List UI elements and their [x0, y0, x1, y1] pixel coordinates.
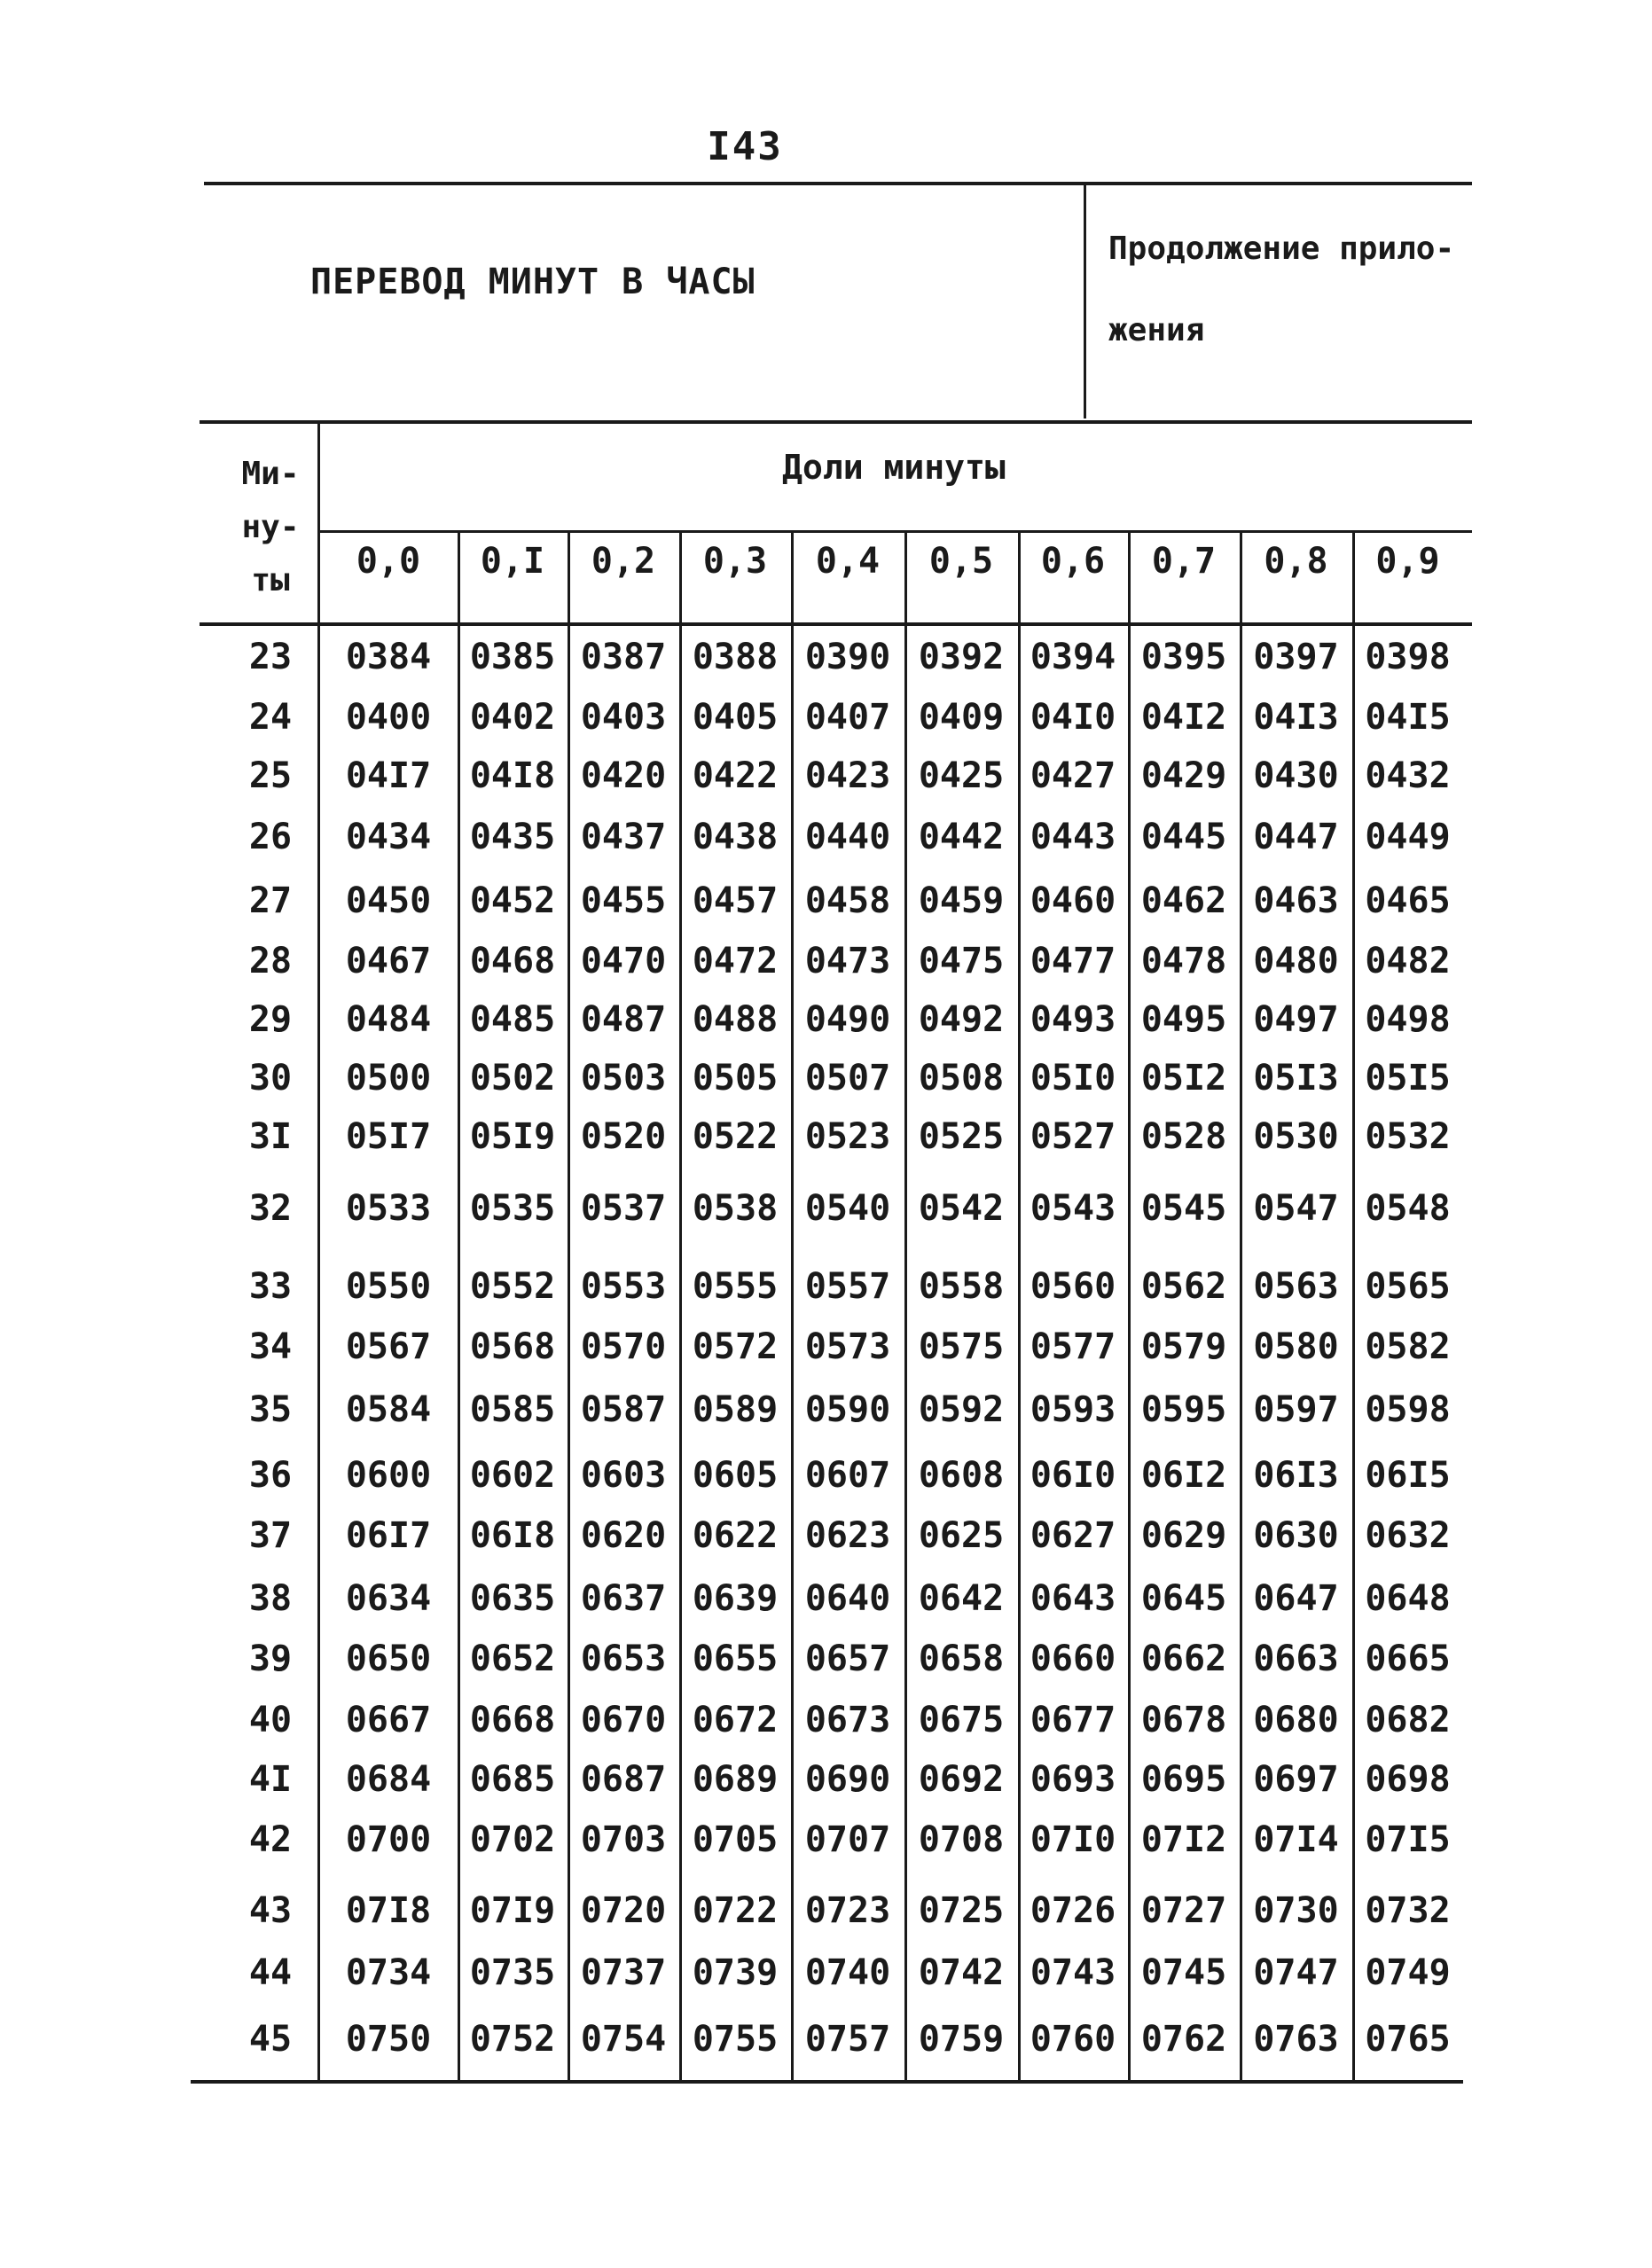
table-cell: 0743 [1030, 1952, 1116, 1993]
table-cell: 0732 [1365, 1890, 1451, 1931]
table-cell: 0590 [804, 1389, 891, 1430]
table-cell: 0459 [918, 880, 1005, 921]
table-cell: 0407 [804, 697, 891, 738]
table-cell: 0660 [1030, 1638, 1116, 1679]
minute-label: 23 [248, 637, 293, 677]
table-cell: 0487 [580, 999, 667, 1040]
table-cell: 0670 [580, 1700, 667, 1740]
table-cell: 0722 [692, 1890, 779, 1931]
table-cell: 0402 [469, 697, 556, 738]
table-cell: 0592 [918, 1389, 1005, 1430]
minute-label: 45 [248, 2019, 293, 2060]
minutes-header-line-3: ты [251, 562, 290, 598]
table-cell: 0695 [1140, 1759, 1227, 1800]
table-cell: 0640 [804, 1578, 891, 1619]
table-cell: 0547 [1253, 1188, 1339, 1229]
table-cell: 0668 [469, 1700, 556, 1740]
table-cell: 0455 [580, 880, 667, 921]
table-cell: 0730 [1253, 1890, 1339, 1931]
table-cell: 0737 [580, 1952, 667, 1993]
column-header: 0,8 [1264, 541, 1328, 582]
table-cell: 0637 [580, 1578, 667, 1619]
table-cell: 07I0 [1030, 1819, 1116, 1860]
table-cell: 0693 [1030, 1759, 1116, 1800]
table-cell: 0503 [580, 1058, 667, 1099]
table-cell: 0700 [345, 1819, 432, 1860]
title-divider [1084, 184, 1086, 418]
table-cell: 0720 [580, 1890, 667, 1931]
table-cell: 06I8 [469, 1515, 556, 1556]
minute-label: 27 [248, 880, 293, 921]
table-cell: 0734 [345, 1952, 432, 1993]
table-cell: 0429 [1140, 755, 1227, 796]
minute-label: 4I [248, 1759, 293, 1800]
table-cell: 0443 [1030, 817, 1116, 857]
table-cell: 07I5 [1365, 1819, 1451, 1860]
table-cell: 0427 [1030, 755, 1116, 796]
table-cell: 04I2 [1140, 697, 1227, 738]
table-cell: 0495 [1140, 999, 1227, 1040]
table-cell: 0438 [692, 817, 779, 857]
table-cell: 0632 [1365, 1515, 1451, 1556]
table-cell: 0528 [1140, 1116, 1227, 1157]
table-cell: 0726 [1030, 1890, 1116, 1931]
table-cell: 0607 [804, 1455, 891, 1496]
table-cell: 0642 [918, 1578, 1005, 1619]
table-cell: 0548 [1365, 1188, 1451, 1229]
table-cell: 0602 [469, 1455, 556, 1496]
table-cell: 0532 [1365, 1116, 1451, 1157]
minutes-header-line-2: ну- [241, 509, 300, 545]
minute-label: 42 [248, 1819, 293, 1860]
table-cell: 0702 [469, 1819, 556, 1860]
minute-label: 28 [248, 941, 293, 981]
table-cell: 0387 [580, 637, 667, 677]
table-cell: 0645 [1140, 1578, 1227, 1619]
table-cell: 0432 [1365, 755, 1451, 796]
column-header: 0,2 [591, 541, 656, 582]
table-cell: 0520 [580, 1116, 667, 1157]
table-cell: 0757 [804, 2019, 891, 2060]
table-cell: 0488 [692, 999, 779, 1040]
table-cell: 0684 [345, 1759, 432, 1800]
table-cell: 05I9 [469, 1116, 556, 1157]
table-cell: 0537 [580, 1188, 667, 1229]
table-cell: 0390 [804, 637, 891, 677]
table-cell: 0557 [804, 1266, 891, 1307]
table-cell: 0430 [1253, 755, 1339, 796]
table-cell: 0472 [692, 941, 779, 981]
table-cell: 0505 [692, 1058, 779, 1099]
table-cell: 0447 [1253, 817, 1339, 857]
table-cell: 0493 [1030, 999, 1116, 1040]
table-cell: 0629 [1140, 1515, 1227, 1556]
table-cell: 0570 [580, 1326, 667, 1367]
table-cell: 0550 [345, 1266, 432, 1307]
table-cell: 0647 [1253, 1578, 1339, 1619]
table-cell: 0725 [918, 1890, 1005, 1931]
table-cell: 0462 [1140, 880, 1227, 921]
table-cell: 0437 [580, 817, 667, 857]
table-cell: 0552 [469, 1266, 556, 1307]
table-cell: 0482 [1365, 941, 1451, 981]
table-cell: 0385 [469, 637, 556, 677]
table-cell: 0568 [469, 1326, 556, 1367]
table-cell: 06I0 [1030, 1455, 1116, 1496]
minute-label: 24 [248, 697, 293, 738]
table-cell: 0747 [1253, 1952, 1339, 1993]
table-cell: 06I5 [1365, 1455, 1451, 1496]
table-cell: 0750 [345, 2019, 432, 2060]
table-cell: 0673 [804, 1700, 891, 1740]
table-cell: 0540 [804, 1188, 891, 1229]
table-cell: 0745 [1140, 1952, 1227, 1993]
table-cell: 0755 [692, 2019, 779, 2060]
table-cell: 0449 [1365, 817, 1451, 857]
table-cell: 0639 [692, 1578, 779, 1619]
column-header: 0,0 [356, 541, 421, 582]
table-cell: 0477 [1030, 941, 1116, 981]
table-cell: 0685 [469, 1759, 556, 1800]
table-cell: 0627 [1030, 1515, 1116, 1556]
table-cell: 0565 [1365, 1266, 1451, 1307]
table-cell: 0579 [1140, 1326, 1227, 1367]
table-cell: 0665 [1365, 1638, 1451, 1679]
table-cell: 0567 [345, 1326, 432, 1367]
table-cell: 0397 [1253, 637, 1339, 677]
minutes-header [222, 448, 319, 607]
table-cell: 0555 [692, 1266, 779, 1307]
table-cell: 0507 [804, 1058, 891, 1099]
table-cell: 0435 [469, 817, 556, 857]
table-cell: 0538 [692, 1188, 779, 1229]
table-cell: 0698 [1365, 1759, 1451, 1800]
column-header: 0,9 [1375, 541, 1440, 582]
table-cell: 0677 [1030, 1700, 1116, 1740]
table-cell: 0682 [1365, 1700, 1451, 1740]
table-cell: 04I7 [345, 755, 432, 796]
table-cell: 0530 [1253, 1116, 1339, 1157]
header-bottom-rule [200, 622, 1472, 626]
table-cell: 0490 [804, 999, 891, 1040]
table-cell: 0497 [1253, 999, 1339, 1040]
table-cell: 0608 [918, 1455, 1005, 1496]
table-cell: 0763 [1253, 2019, 1339, 2060]
table-cell: 0703 [580, 1819, 667, 1860]
table-cell: 0765 [1365, 2019, 1451, 2060]
table-cell: 0502 [469, 1058, 556, 1099]
table-cell: 0480 [1253, 941, 1339, 981]
table-cell: 0705 [692, 1819, 779, 1860]
table-cell: 0573 [804, 1326, 891, 1367]
table-cell: 0687 [580, 1759, 667, 1800]
table-cell: 0395 [1140, 637, 1227, 677]
table-cell: 0562 [1140, 1266, 1227, 1307]
column-header: 0,4 [815, 541, 881, 582]
table-cell: 0422 [692, 755, 779, 796]
table-cell: 0405 [692, 697, 779, 738]
table-cell: 0527 [1030, 1116, 1116, 1157]
table-cell: 0563 [1253, 1266, 1339, 1307]
table-cell: 0727 [1140, 1890, 1227, 1931]
table-cell: 06I2 [1140, 1455, 1227, 1496]
table-cell: 0635 [469, 1578, 556, 1619]
minute-label: 37 [248, 1515, 293, 1556]
table-cell: 0584 [345, 1389, 432, 1430]
continuation-line-1: Продолжение прило- [1108, 231, 1455, 267]
table-cell: 07I2 [1140, 1819, 1227, 1860]
table-cell: 0423 [804, 755, 891, 796]
page-title: ПЕРЕВОД МИНУТ В ЧАСЫ [310, 262, 756, 302]
minute-label: 36 [248, 1455, 293, 1496]
table-cell: 0468 [469, 941, 556, 981]
table-cell: 0460 [1030, 880, 1116, 921]
table-cell: 07I9 [469, 1890, 556, 1931]
table-cell: 0663 [1253, 1638, 1339, 1679]
table-cell: 0572 [692, 1326, 779, 1367]
table-cell: 0650 [345, 1638, 432, 1679]
table-cell: 0652 [469, 1638, 556, 1679]
table-cell: 07I4 [1253, 1819, 1339, 1860]
table-cell: 0558 [918, 1266, 1005, 1307]
table-cell: 0458 [804, 880, 891, 921]
table-cell: 0394 [1030, 637, 1116, 677]
table-cell: 0492 [918, 999, 1005, 1040]
minute-label: 43 [248, 1890, 293, 1931]
table-cell: 0630 [1253, 1515, 1339, 1556]
table-cell: 0762 [1140, 2019, 1227, 2060]
table-cell: 0500 [345, 1058, 432, 1099]
column-header: 0,I [480, 541, 545, 582]
minute-label: 29 [248, 999, 293, 1040]
table-cell: 0759 [918, 2019, 1005, 2060]
table-cell: 0543 [1030, 1188, 1116, 1229]
table-cell: 0523 [804, 1116, 891, 1157]
table-cell: 0620 [580, 1515, 667, 1556]
fractions-header: Доли минуты [782, 448, 1006, 487]
table-cell: 0498 [1365, 999, 1451, 1040]
table-cell: 0582 [1365, 1326, 1451, 1367]
table-cell: 0403 [580, 697, 667, 738]
column-header: 0,7 [1151, 541, 1217, 582]
table-cell: 0442 [918, 817, 1005, 857]
table-cell: 04I0 [1030, 697, 1116, 738]
table-cell: 05I7 [345, 1116, 432, 1157]
column-header: 0,6 [1040, 541, 1106, 582]
table-cell: 0575 [918, 1326, 1005, 1367]
minute-label: 25 [248, 755, 293, 796]
table-cell: 0690 [804, 1759, 891, 1800]
minute-label: 44 [248, 1952, 293, 1993]
table-cell: 0689 [692, 1759, 779, 1800]
header-sub-rule [319, 530, 1472, 533]
table-cell: 0545 [1140, 1188, 1227, 1229]
minute-label: 38 [248, 1578, 293, 1619]
table-cell: 0450 [345, 880, 432, 921]
table-cell: 0623 [804, 1515, 891, 1556]
table-cell: 0662 [1140, 1638, 1227, 1679]
table-cell: 0452 [469, 880, 556, 921]
table-cell: 0535 [469, 1188, 556, 1229]
table-cell: 0409 [918, 697, 1005, 738]
table-cell: 0707 [804, 1819, 891, 1860]
table-cell: 0463 [1253, 880, 1339, 921]
minute-label: 26 [248, 817, 293, 857]
table-cell: 0625 [918, 1515, 1005, 1556]
table-cell: 0384 [345, 637, 432, 677]
table-cell: 0754 [580, 2019, 667, 2060]
table-cell: 0478 [1140, 941, 1227, 981]
table-cell: 0420 [580, 755, 667, 796]
table-cell: 0522 [692, 1116, 779, 1157]
table-cell: 0708 [918, 1819, 1005, 1860]
table-cell: 0465 [1365, 880, 1451, 921]
table-cell: 0473 [804, 941, 891, 981]
table-cell: 0692 [918, 1759, 1005, 1800]
table-cell: 0593 [1030, 1389, 1116, 1430]
minute-label: 39 [248, 1638, 293, 1679]
table-cell: 07I8 [345, 1890, 432, 1931]
table-cell: 0697 [1253, 1759, 1339, 1800]
minute-label: 34 [248, 1326, 293, 1367]
table-cell: 0603 [580, 1455, 667, 1496]
table-cell: 0735 [469, 1952, 556, 1993]
table-cell: 0400 [345, 697, 432, 738]
table-cell: 0672 [692, 1700, 779, 1740]
table-cell: 0484 [345, 999, 432, 1040]
table-cell: 04I8 [469, 755, 556, 796]
table-cell: 0560 [1030, 1266, 1116, 1307]
table-cell: 0657 [804, 1638, 891, 1679]
table-cell: 0723 [804, 1890, 891, 1931]
table-cell: 0475 [918, 941, 1005, 981]
table-cell: 0739 [692, 1952, 779, 1993]
table-cell: 05I0 [1030, 1058, 1116, 1099]
table-cell: 0655 [692, 1638, 779, 1679]
table-cell: 0605 [692, 1455, 779, 1496]
minute-label: 30 [248, 1058, 293, 1099]
table-cell: 0658 [918, 1638, 1005, 1679]
table-cell: 0749 [1365, 1952, 1451, 1993]
table-cell: 0440 [804, 817, 891, 857]
continuation-line-2: жения [1108, 312, 1205, 348]
table-cell: 0634 [345, 1578, 432, 1619]
minutes-header-line-1: Ми- [241, 456, 300, 492]
table-cell: 0598 [1365, 1389, 1451, 1430]
table-cell: 0740 [804, 1952, 891, 1993]
table-cell: 0678 [1140, 1700, 1227, 1740]
table-cell: 0595 [1140, 1389, 1227, 1430]
table-bottom-rule [191, 2080, 1463, 2084]
table-cell: 0667 [345, 1700, 432, 1740]
table-cell: 0585 [469, 1389, 556, 1430]
table-cell: 0434 [345, 817, 432, 857]
table-cell: 0542 [918, 1188, 1005, 1229]
table-cell: 0470 [580, 941, 667, 981]
continuation-note [1108, 208, 1481, 371]
table-cell: 0600 [345, 1455, 432, 1496]
table-cell: 0525 [918, 1116, 1005, 1157]
table-cell: 0653 [580, 1638, 667, 1679]
minute-label: 35 [248, 1389, 293, 1430]
table-cell: 0485 [469, 999, 556, 1040]
table-cell: 0457 [692, 880, 779, 921]
table-cell: 05I3 [1253, 1058, 1339, 1099]
table-cell: 0508 [918, 1058, 1005, 1099]
column-header: 0,5 [928, 541, 994, 582]
table-cell: 0680 [1253, 1700, 1339, 1740]
table-cell: 0622 [692, 1515, 779, 1556]
table-top-rule [200, 420, 1472, 424]
table-cell: 06I3 [1253, 1455, 1339, 1496]
table-cell: 0643 [1030, 1578, 1116, 1619]
table-cell: 04I3 [1253, 697, 1339, 738]
table-cell: 0752 [469, 2019, 556, 2060]
table-cell: 0760 [1030, 2019, 1116, 2060]
table-cell: 0445 [1140, 817, 1227, 857]
table-cell: 0392 [918, 637, 1005, 677]
table-cell: 0589 [692, 1389, 779, 1430]
top-rule [204, 182, 1472, 185]
minute-label: 3I [248, 1116, 293, 1157]
table-cell: 0398 [1365, 637, 1451, 677]
column-header: 0,3 [702, 541, 768, 582]
table-cell: 0580 [1253, 1326, 1339, 1367]
table-cell: 0648 [1365, 1578, 1451, 1619]
table-cell: 0742 [918, 1952, 1005, 1993]
table-cell: 0675 [918, 1700, 1005, 1740]
table-cell: 0533 [345, 1188, 432, 1229]
minute-label: 33 [248, 1266, 293, 1307]
table-cell: 0587 [580, 1389, 667, 1430]
table-cell: 06I7 [345, 1515, 432, 1556]
table-cell: 0577 [1030, 1326, 1116, 1367]
table-cell: 0467 [345, 941, 432, 981]
minute-label: 40 [248, 1700, 293, 1740]
table-cell: 0425 [918, 755, 1005, 796]
table-cell: 0553 [580, 1266, 667, 1307]
table-cell: 05I5 [1365, 1058, 1451, 1099]
table-cell: 0597 [1253, 1389, 1339, 1430]
table-cell: 04I5 [1365, 697, 1451, 738]
table-cell: 0388 [692, 637, 779, 677]
minute-label: 32 [248, 1188, 293, 1229]
page-number: I43 [707, 124, 783, 169]
table-cell: 05I2 [1140, 1058, 1227, 1099]
